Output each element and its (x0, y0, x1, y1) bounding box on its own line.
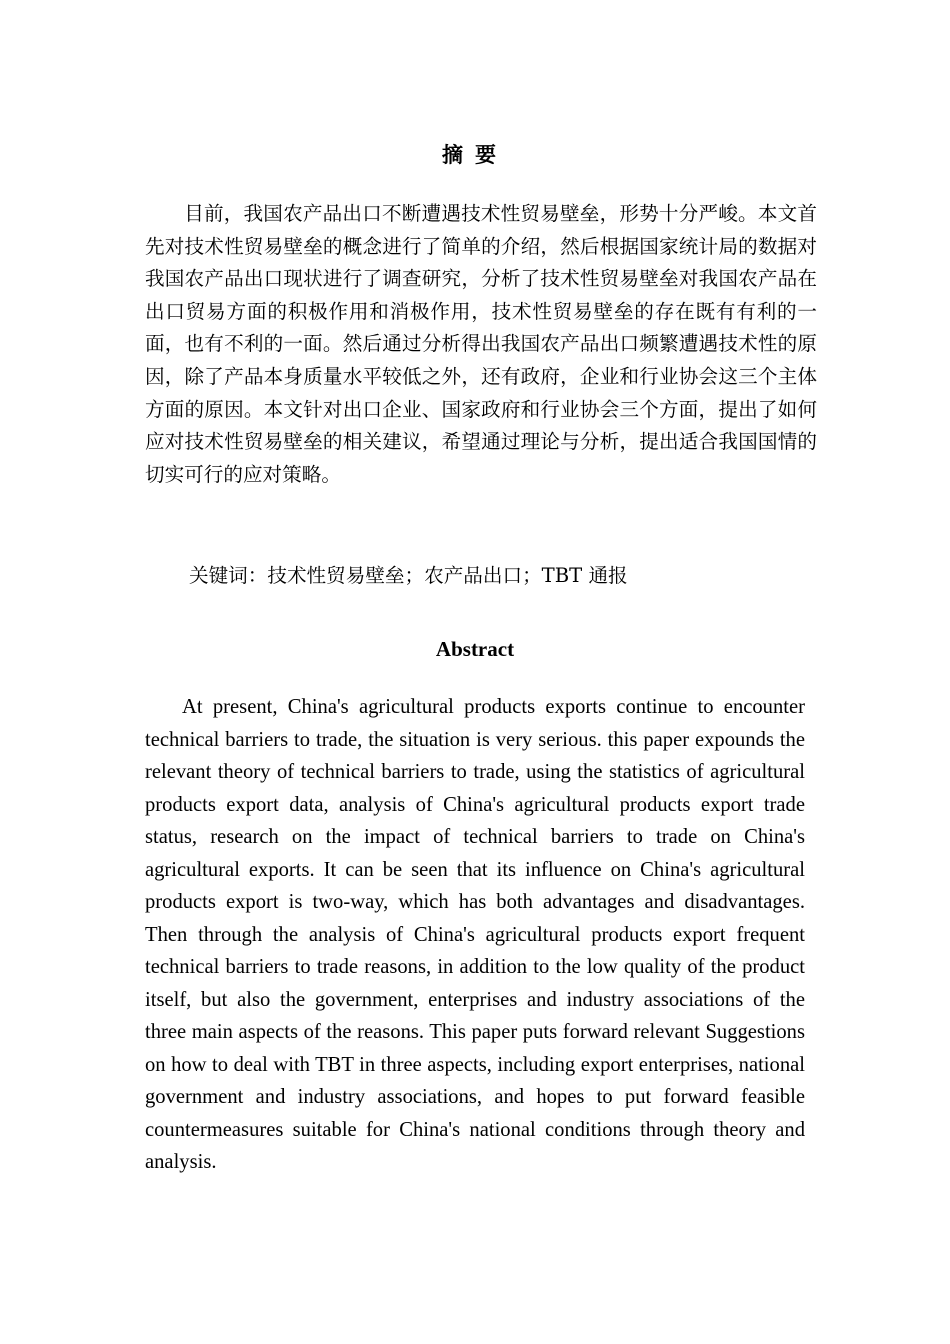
english-abstract-body: At present, China's agricultural products exports continue to encounter technical barriers to trade, the situation is very serious. this paper expounds the relevant theory of technical barriers to trade, using the statistics of agricultural products export data, analysis of China's agricultural products export trade status, research on the impact of technical barriers to trade on China's agricultural exports. It can be seen that its influence on China's agricultural products export is two-way, which has both advantages and disadvantages. Then through the analysis of China's agricultural products export frequent technical barriers to trade reasons, in addition to the low quality of the product itself, but also the government, enterprises and industry associations of the three main aspects of the reasons. This paper puts forward relevant Suggestions on how to deal with TBT in three aspects, including export enterprises, national government and industry associations, and hopes to put forward feasible countermeasures suitable for China's national conditions through theory and analysis. (145, 696, 805, 1173)
keywords-line (189, 560, 809, 592)
chinese-abstract-body: 目前，我国农产品出口不断遭遇技术性贸易壁垒，形势十分严峻。本文首先对技术性贸易壁垒的概念进行了简单的介绍，然后根据国家统计局的数据对我国农产品出口现状进行了调查研究，分析了技术性贸易壁垒对我国农产品在出口贸易方面的积极作用和消极作用，技术性贸易壁垒的存在既有有利的一面，也有不利的一面。然后通过分析得出我国农产品出口频繁遭遇技术性的原因，除了产品本身质量水平较低之外，还有政府，企业和行业协会这三个主体方面的原因。本文针对出口企业、国家政府和行业协会三个方面，提出了如何应对技术性贸易壁垒的相关建议，希望通过理论与分析，提出适合我国国情的切实可行的应对策略。 (145, 202, 817, 486)
english-abstract-title: Abstract (435, 637, 515, 661)
keywords-text: 技术性贸易壁垒；农产品出口；TBT 通报 (267, 564, 628, 587)
chinese-abstract-title: 摘要 (442, 142, 508, 167)
keywords-label: 关键词： (189, 564, 268, 587)
